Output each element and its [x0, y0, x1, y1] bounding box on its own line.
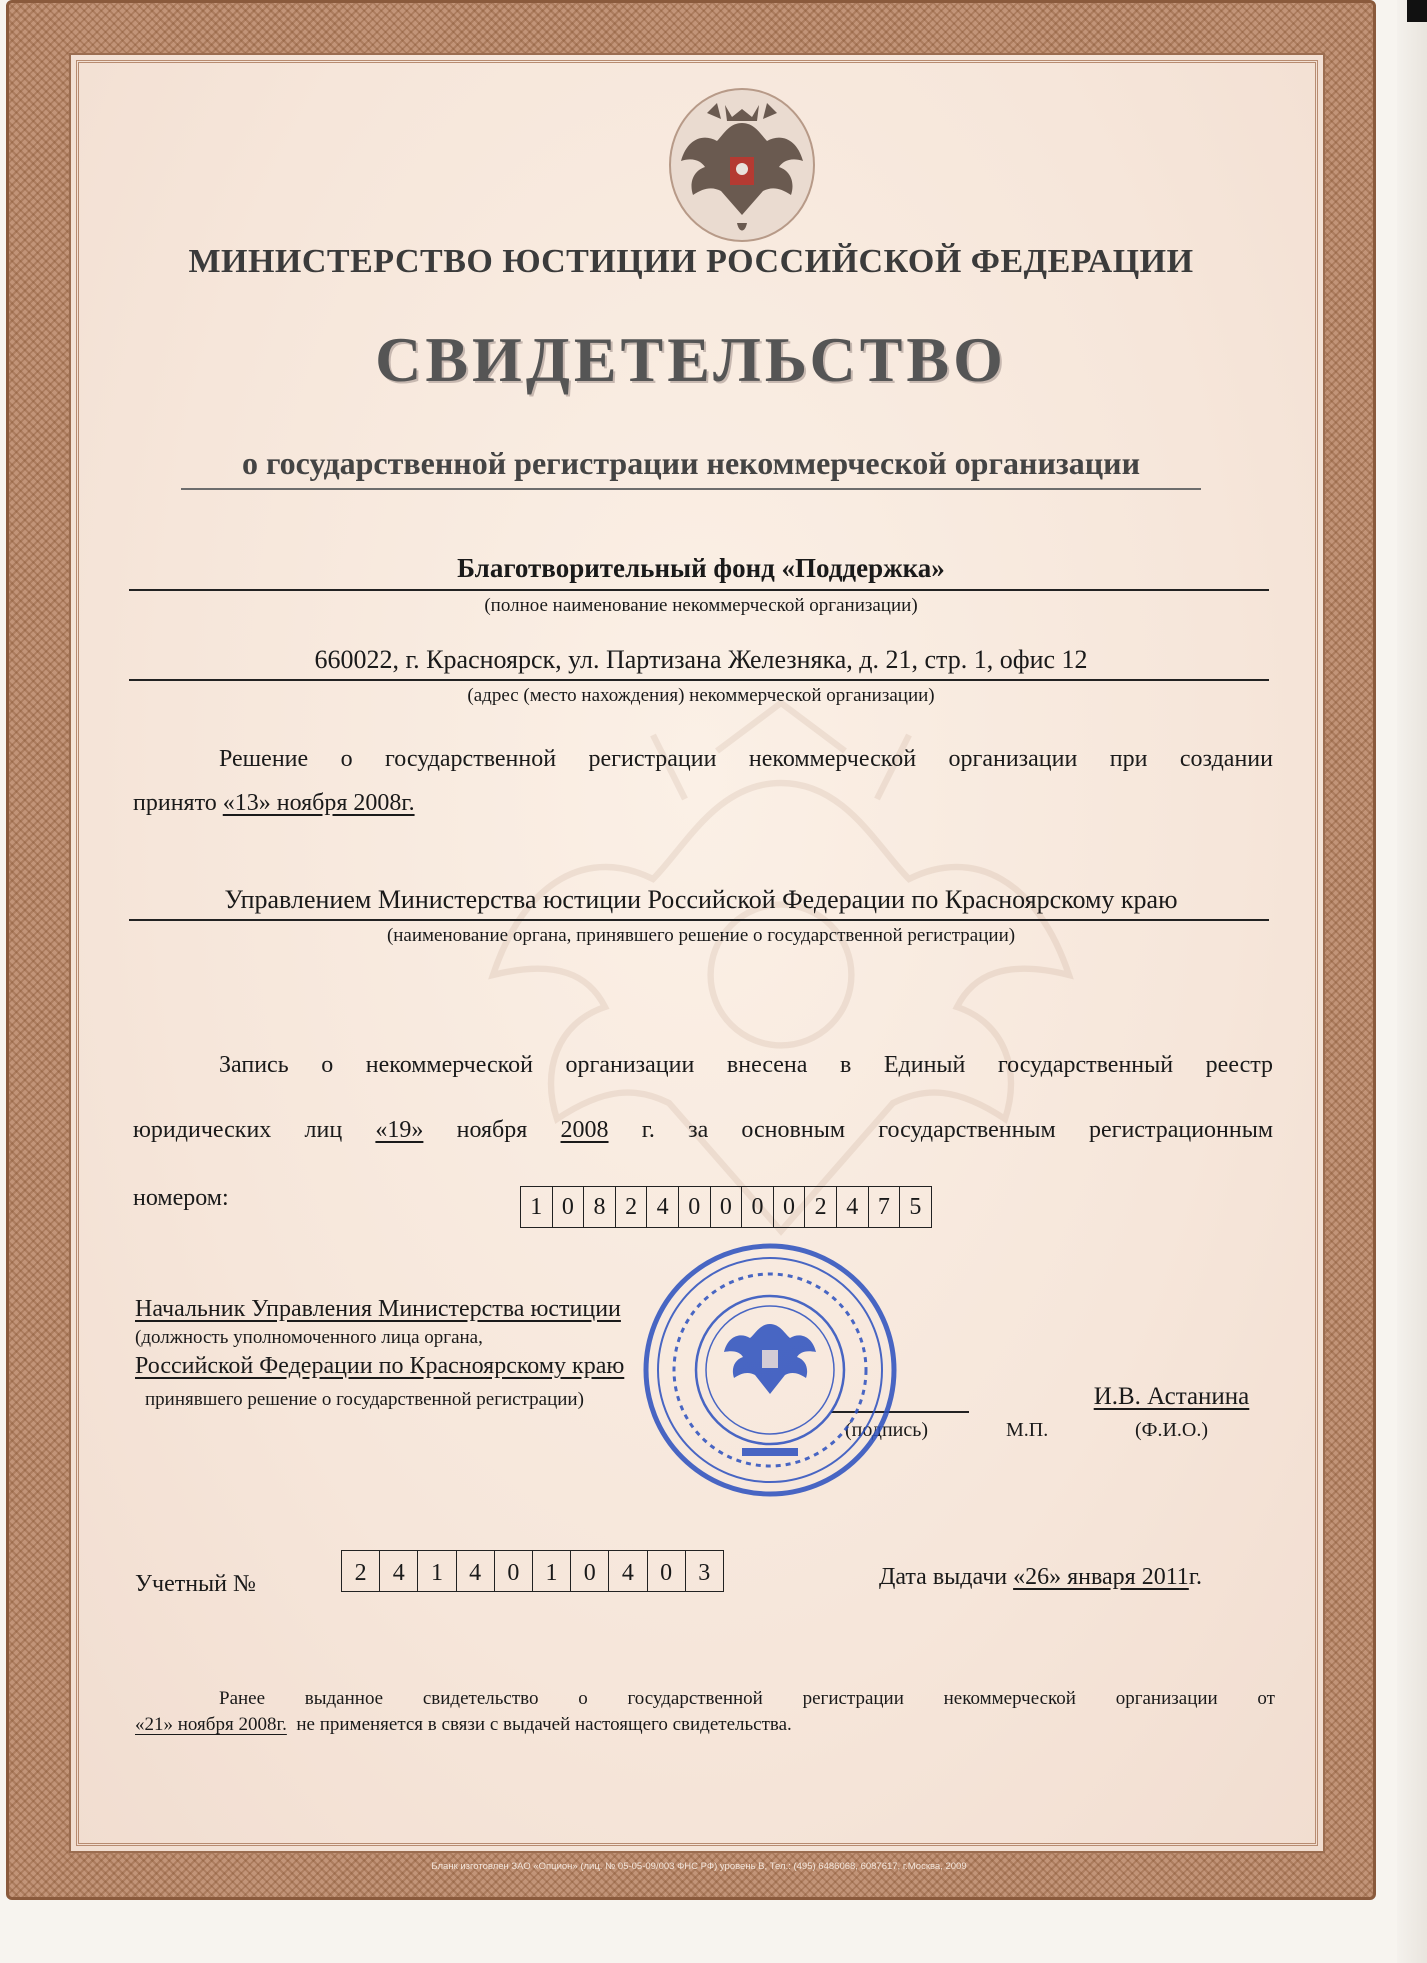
previous-certificate-date: «21» ноября 2008г. [135, 1714, 287, 1735]
ogrn-digit: 7 [869, 1186, 901, 1228]
registry-month: ноября [456, 1117, 528, 1143]
registering-authority-caption: (наименование органа, принявшего решение о государственной регистрации) [386, 925, 1016, 946]
previous-certificate-note: не применяется в связи с выдачей настоящего свидетельства. [286, 1714, 792, 1735]
signatory-position-line1: Начальник Управления Министерства юстиции [135, 1296, 621, 1322]
accounting-digit: 1 [533, 1550, 571, 1592]
registry-text-b: г. за основным государственным регистрационным [641, 1117, 1274, 1143]
previous-certificate-line2 [135, 1714, 1275, 1736]
decision-date-line [133, 785, 733, 822]
certificate-subtitle: о государственной регистрации некоммерческой организации [241, 445, 1141, 481]
ogrn-digit: 5 [900, 1186, 932, 1228]
signatory-position-caption1: (должность уполномоченного лица органа, [135, 1327, 483, 1348]
registering-authority: Управлением Министерства юстиции Российской Федерации по Красноярскому краю [224, 885, 1178, 914]
signatory-name: И.В. Астанина [1093, 1383, 1250, 1410]
issue-date-label: Дата выдачи [879, 1564, 1014, 1590]
registry-entry-text: Запись о некоммерческой организации внесена в Единый государственный реестр [219, 1052, 1273, 1078]
ogrn-number-grid [520, 1186, 932, 1228]
signatory-name-caption: (Ф.И.О.) [1134, 1419, 1208, 1441]
subtitle-rule [181, 488, 1201, 490]
decision-prefix: принято [133, 790, 223, 816]
authority-rule [129, 919, 1269, 921]
accounting-digit: 4 [457, 1550, 495, 1592]
scan-edge-mark [1407, 0, 1427, 22]
ogrn-digit: 0 [553, 1186, 585, 1228]
organization-name: Благотворительный фонд «Поддержка» [457, 553, 945, 583]
ogrn-digit: 8 [584, 1186, 616, 1228]
registry-entry-date-line [133, 1112, 1273, 1149]
ogrn-digit: 2 [616, 1186, 648, 1228]
organization-name-caption: (полное наименование некоммерческой организации) [484, 595, 918, 616]
certificate-border [6, 0, 1376, 1900]
signatory-position-caption2: принявшего решение о государственной регистрации) [145, 1389, 584, 1410]
signature-caption: (подпись) [845, 1419, 929, 1441]
organization-address-caption: (адрес (место нахождения) некоммерческой организации) [467, 685, 935, 706]
issue-date-suffix: г. [1188, 1564, 1202, 1590]
address-rule [129, 679, 1269, 681]
ogrn-digit: 4 [647, 1186, 679, 1228]
registry-text-a: юридических лиц [133, 1117, 343, 1143]
seal-place-caption: М.П. [1006, 1419, 1049, 1441]
ogrn-digit: 4 [837, 1186, 869, 1228]
accounting-digit: 1 [418, 1550, 456, 1592]
decision-date: «13» ноября 2008г. [222, 790, 415, 816]
accounting-number-grid [341, 1550, 724, 1592]
org-name-rule [129, 589, 1269, 591]
issue-date-line [879, 1564, 1202, 1591]
accounting-number-label: Учетный № [135, 1571, 256, 1597]
ogrn-label: номером: [133, 1185, 229, 1211]
accounting-digit: 0 [648, 1550, 686, 1592]
signatory-position-line2: Российской Федерации по Красноярскому краю [135, 1353, 625, 1379]
ogrn-digit: 0 [679, 1186, 711, 1228]
ogrn-digit: 0 [774, 1186, 806, 1228]
accounting-digit: 0 [495, 1550, 533, 1592]
certificate-paper [69, 53, 1325, 1853]
registry-day: «19» [375, 1117, 424, 1143]
organization-address: 660022, г. Красноярск, ул. Партизана Железняка, д. 21, стр. 1, офис 12 [314, 645, 1088, 674]
ogrn-digit: 0 [742, 1186, 774, 1228]
previous-certificate-text: Ранее выданное свидетельство о государственной регистрации некоммерческой организации от [219, 1688, 1275, 1709]
accounting-digit: 2 [342, 1550, 380, 1592]
printer-imprint: Бланк изготовлен ЗАО «Опцион» (лиц. № 05-05-09/003 ФНС РФ) уровень В, Тел.: (495) 6486068, 6087617, г.Москва, 2009 [431, 1861, 967, 1872]
ogrn-digit: 2 [805, 1186, 837, 1228]
official-seal-stamp-icon [638, 1238, 902, 1502]
accounting-digit: 3 [686, 1550, 724, 1592]
accounting-digit: 0 [571, 1550, 609, 1592]
ogrn-digit: 1 [521, 1186, 553, 1228]
coat-of-arms-icon [667, 83, 817, 243]
issue-date: «26» января 2011 [1013, 1564, 1189, 1590]
ogrn-digit: 0 [711, 1186, 743, 1228]
certificate-title: СВИДЕТЕЛЬСТВО [375, 324, 1007, 395]
decision-text: Решение о государственной регистрации некоммерческой организации при создании [219, 746, 1273, 772]
sheet-edge [1397, 0, 1427, 1963]
accounting-digit: 4 [380, 1550, 418, 1592]
ministry-title: МИНИСТЕРСТВО ЮСТИЦИИ РОССИЙСКОЙ ФЕДЕРАЦИИ [188, 243, 1194, 280]
accounting-digit: 4 [609, 1550, 647, 1592]
registry-year: 2008 [560, 1117, 609, 1143]
